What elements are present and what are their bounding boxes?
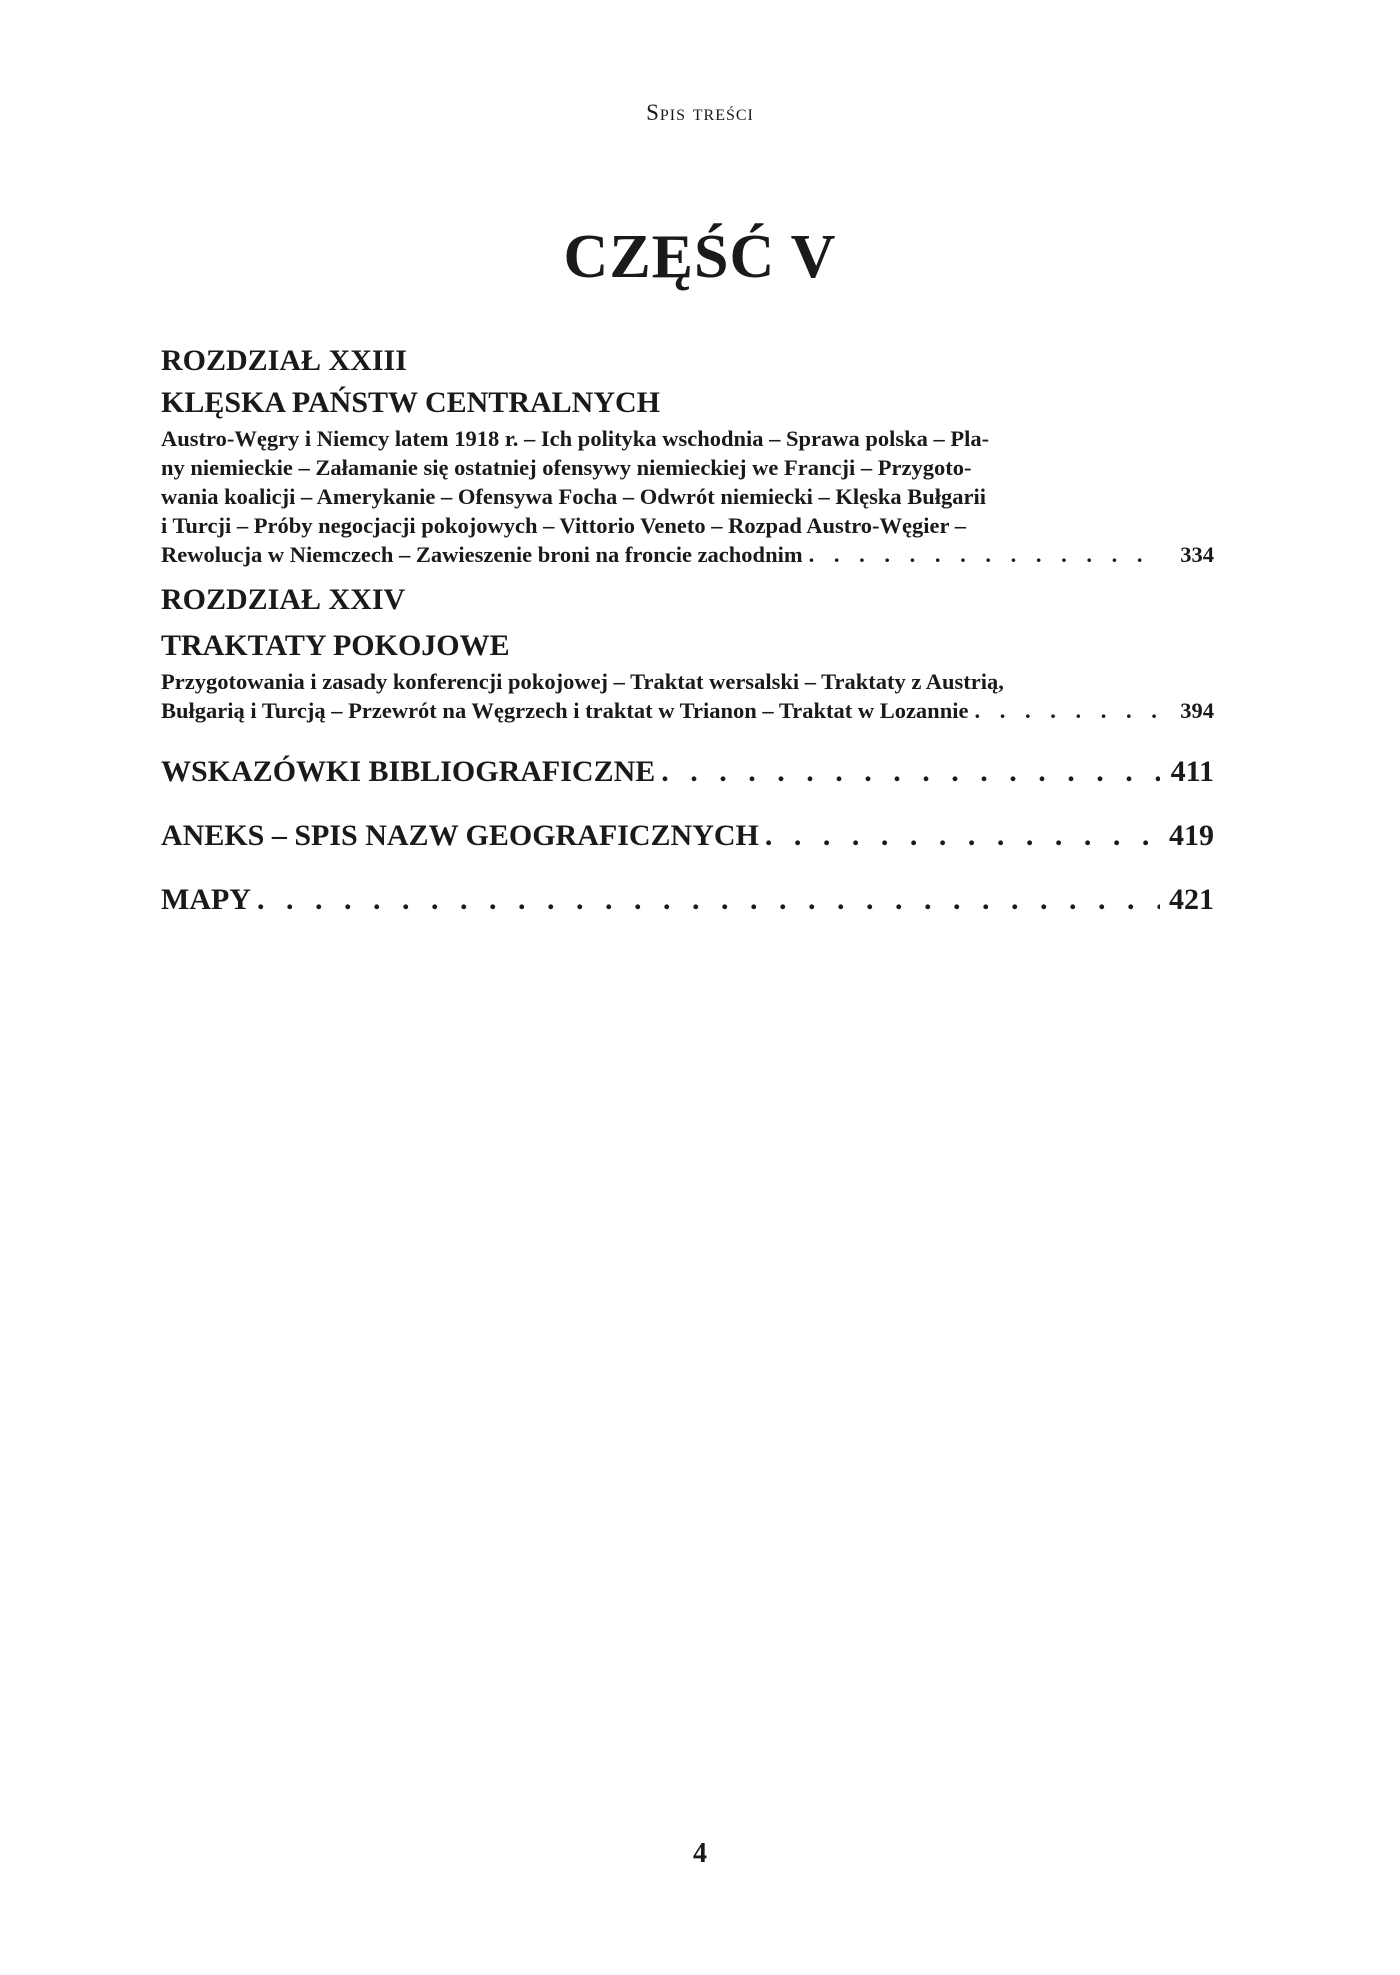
description-line: i Turcji – Próby negocjacji pokojowych – Vittorio Veneto – Rozpad Austro-Węgier –	[161, 513, 966, 538]
part-title: CZĘŚĆ V	[563, 223, 837, 291]
dot-leader	[974, 696, 1160, 725]
running-head: Spis treści	[646, 100, 754, 125]
description-line: ny niemieckie – Załamanie się ostatniej ofensywy niemieckiej we Francji – Przygoto-	[161, 455, 972, 480]
chapter-number: ROZDZIAŁ XXIV	[161, 583, 406, 616]
page-number: 334	[1180, 542, 1214, 567]
description-line: Przygotowania i zasady konferencji pokojowej – Traktat wersalski – Traktaty z Austrią,	[161, 669, 1004, 694]
page-folio: 4	[693, 1838, 707, 1869]
chapter-entry-xxiii	[161, 340, 1214, 569]
description-line: Austro-Węgry i Niemcy latem 1918 r. – Ich polityka wschodnia – Sprawa polska – Pla-	[161, 426, 990, 451]
dot-leader	[765, 815, 1160, 857]
chapter-title: KLĘSKA PAŃSTW CENTRALNYCH	[161, 386, 660, 419]
entry-label: ANEKS – SPIS NAZW GEOGRAFICZNYCH	[161, 819, 759, 852]
page-number: 421	[1169, 883, 1214, 916]
description-line: wania koalicji – Amerykanie – Ofensywa Focha – Odwrót niemiecki – Klęska Bułgarii	[161, 484, 986, 509]
description-line: Rewolucja w Niemczech – Zawieszenie broni na froncie zachodnim	[161, 542, 803, 567]
description-line: Bułgarią i Turcją – Przewrót na Węgrzech i traktat w Trianon – Traktat w Lozannie	[161, 698, 969, 723]
chapter-title: TRAKTATY POKOJOWE	[161, 629, 510, 662]
toc-entry-bibliography	[161, 751, 1214, 793]
entry-label: MAPY	[161, 883, 251, 916]
description-last-line	[161, 696, 1214, 725]
dot-leader	[257, 879, 1160, 921]
chapter-description	[161, 667, 1214, 725]
chapter-description	[161, 424, 1214, 569]
page-number: 419	[1169, 819, 1214, 852]
page-number: 394	[1180, 698, 1214, 723]
dot-leader	[661, 751, 1160, 793]
description-last-line	[161, 540, 1214, 569]
table-of-contents	[161, 340, 1214, 921]
entry-label: WSKAZÓWKI BIBLIOGRAFICZNE	[161, 755, 656, 788]
chapter-entry-xxiv	[161, 579, 1214, 725]
toc-entry-annex	[161, 815, 1214, 857]
chapter-number: ROZDZIAŁ XXIII	[161, 344, 407, 377]
dot-leader	[809, 540, 1160, 569]
page-number: 411	[1170, 755, 1214, 788]
toc-entry-maps	[161, 879, 1214, 921]
